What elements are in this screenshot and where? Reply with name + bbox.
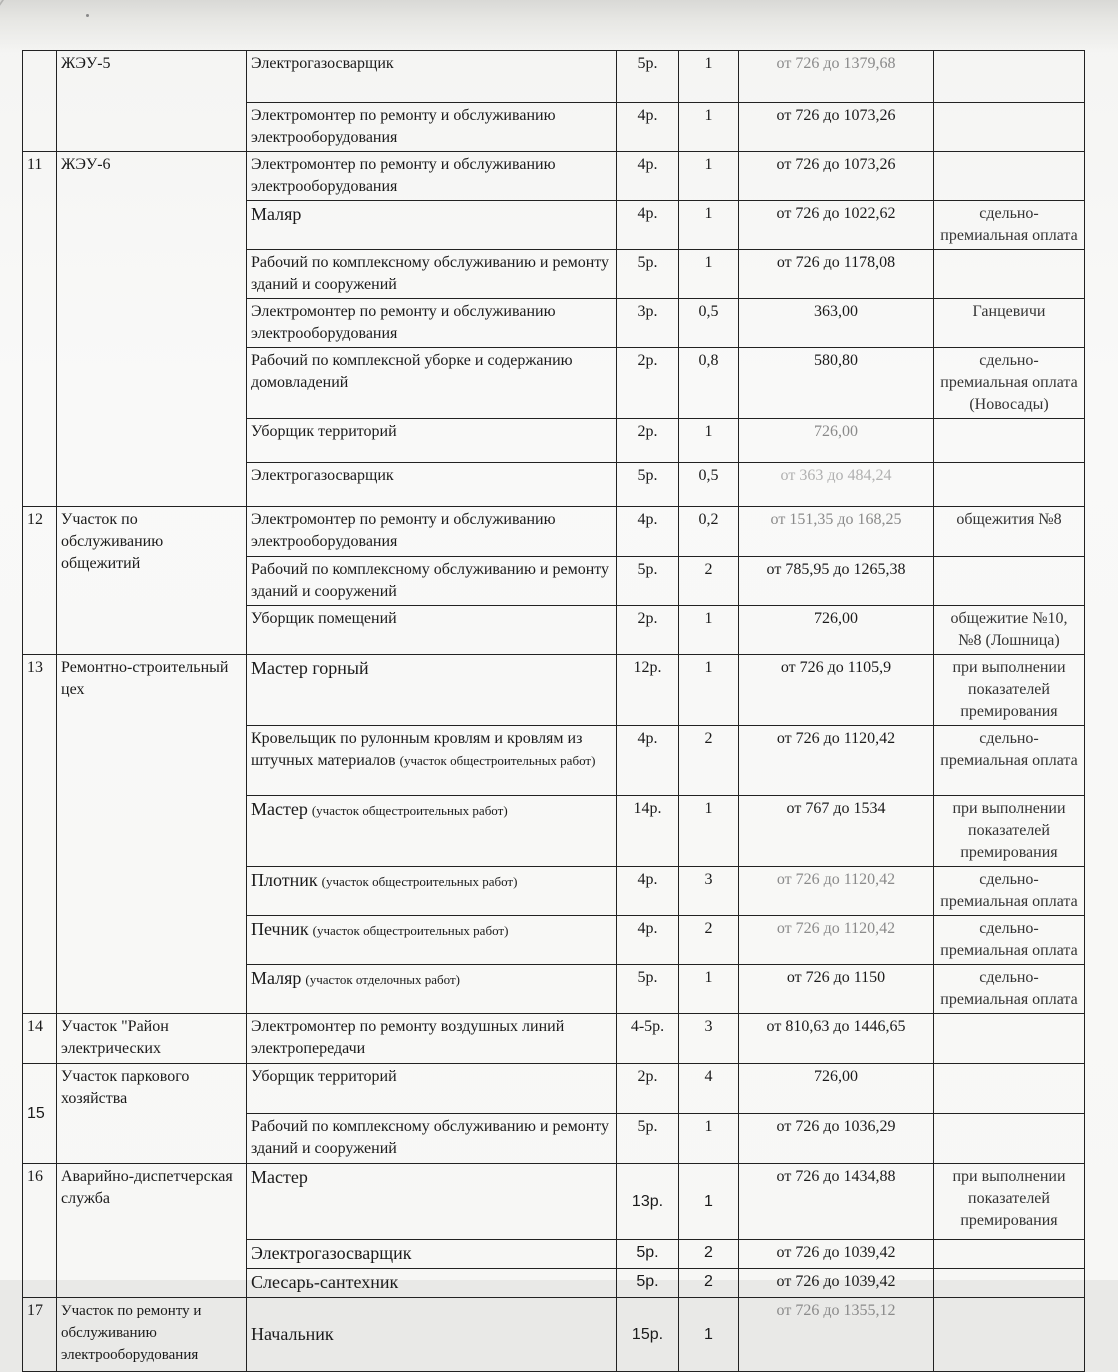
table-row <box>23 1164 1085 1240</box>
pay-range: от 810,63 до 1446,65 <box>739 1014 934 1064</box>
profession: Рабочий по комплексной уборке и содержанию домовладений <box>247 348 617 419</box>
row-number: 13 <box>23 655 57 1014</box>
row-number: 14 <box>23 1014 57 1064</box>
unit-name: ЖЭУ-6 <box>57 152 247 507</box>
profession: Электромонтер по ремонту и обслуживанию электрооборудования <box>247 152 617 201</box>
grade: 5р. <box>617 557 679 606</box>
profession: Электромонтер по ремонту воздушных линий электропередачи <box>247 1014 617 1064</box>
note <box>934 557 1085 606</box>
pay-range: от 726 до 1073,26 <box>739 103 934 152</box>
pay-range: 726,00 <box>739 606 934 655</box>
profession: Электромонтер по ремонту и обслуживанию электрооборудования <box>247 299 617 348</box>
profession: Электрогазосварщик <box>247 463 617 507</box>
profession: Рабочий по комплексному обслуживанию и ремонту зданий и сооружений <box>247 557 617 606</box>
grade: 15р. <box>617 1298 679 1372</box>
pay-range: 726,00 <box>739 1064 934 1114</box>
quantity: 1 <box>679 796 739 867</box>
quantity: 0,5 <box>679 299 739 348</box>
note: сдельно-премиальная оплата <box>934 965 1085 1014</box>
profession <box>247 916 617 965</box>
note: при выполнении показателей премирования <box>934 796 1085 867</box>
pay-range: от 726 до 1379,68 <box>739 51 934 103</box>
quantity: 1 <box>679 250 739 299</box>
quantity: 1 <box>679 201 739 250</box>
profession: Электрогазосварщик <box>247 1240 617 1269</box>
quantity: 4 <box>679 1064 739 1114</box>
grade: 5р. <box>617 1240 679 1269</box>
profession: Электрогазосварщик <box>247 51 617 103</box>
table-row <box>23 152 1085 201</box>
pay-range: от 726 до 1178,08 <box>739 250 934 299</box>
grade: 4р. <box>617 152 679 201</box>
note: сдельно-премиальная оплата <box>934 201 1085 250</box>
unit-name: Участок по обслуживанию общежитий <box>57 507 247 655</box>
pay-range: от 363 до 484,24 <box>739 463 934 507</box>
profession <box>247 867 617 916</box>
quantity: 2 <box>679 557 739 606</box>
note <box>934 419 1085 463</box>
pay-range: 363,00 <box>739 299 934 348</box>
profession-main: Маляр <box>251 968 302 988</box>
row-number: 16 <box>23 1164 57 1298</box>
quantity: 0,8 <box>679 348 739 419</box>
pay-range: от 726 до 1022,62 <box>739 201 934 250</box>
note <box>934 152 1085 201</box>
profession: Мастер <box>247 1164 617 1240</box>
profession: Начальник <box>247 1298 617 1372</box>
row-number: 15 <box>23 1064 57 1164</box>
unit-name: Участок по ремонту и обслуживанию электрооборудования <box>57 1298 247 1372</box>
grade: 4р. <box>617 916 679 965</box>
profession-main: Плотник <box>251 870 318 890</box>
note <box>934 1014 1085 1064</box>
table-row <box>23 655 1085 726</box>
unit-name: Участок паркового хозяйства <box>57 1064 247 1164</box>
grade: 2р. <box>617 606 679 655</box>
grade: 12р. <box>617 655 679 726</box>
pay-range: от 726 до 1120,42 <box>739 867 934 916</box>
profession-main: Кровельщик по рулонным кровлям и кровлям из штучных материалов <box>251 730 583 769</box>
note: сдельно-премиальная оплата (Новосады) <box>934 348 1085 419</box>
profession: Рабочий по комплексному обслуживанию и ремонту зданий и сооружений <box>247 250 617 299</box>
grade: 5р. <box>617 1114 679 1164</box>
note: сдельно-премиальная оплата <box>934 726 1085 796</box>
profession-main: Мастер <box>251 799 308 819</box>
profession-sub: (участок общестроительных работ) <box>312 923 509 938</box>
scan-shadow <box>0 0 1118 52</box>
grade: 4р. <box>617 726 679 796</box>
note <box>934 1114 1085 1164</box>
row-number <box>23 51 57 152</box>
profession-sub: (участок отделочных работ) <box>305 972 460 987</box>
quantity: 1 <box>679 152 739 201</box>
grade: 4р. <box>617 867 679 916</box>
profession <box>247 796 617 867</box>
note <box>934 103 1085 152</box>
grade: 14р. <box>617 796 679 867</box>
pay-range: от 726 до 1120,42 <box>739 726 934 796</box>
unit-name: Участок "Район электрических <box>57 1014 247 1064</box>
unit-name: Ремонтно-строительный цех <box>57 655 247 1014</box>
quantity: 1 <box>679 419 739 463</box>
pay-range: от 726 до 1073,26 <box>739 152 934 201</box>
note: при выполнении показателей премирования <box>934 655 1085 726</box>
pay-range: 726,00 <box>739 419 934 463</box>
profession: Маляр <box>247 201 617 250</box>
quantity: 2 <box>679 1240 739 1269</box>
row-number: 17 <box>23 1298 57 1372</box>
quantity: 1 <box>679 606 739 655</box>
grade: 13р. <box>617 1164 679 1240</box>
grade: 5р. <box>617 250 679 299</box>
grade: 5р. <box>617 463 679 507</box>
pay-range: от 726 до 1105,9 <box>739 655 934 726</box>
grade: 2р. <box>617 1064 679 1114</box>
grade: 4р. <box>617 507 679 557</box>
profession <box>247 965 617 1014</box>
quantity: 1 <box>679 965 739 1014</box>
profession: Уборщик территорий <box>247 1064 617 1114</box>
pay-range: 580,80 <box>739 348 934 419</box>
profession-sub: (участок общестроительных работ) <box>321 874 518 889</box>
note <box>934 250 1085 299</box>
note: сдельно-премиальная оплата <box>934 867 1085 916</box>
grade: 5р. <box>617 1269 679 1298</box>
scan-speck <box>86 14 89 17</box>
unit-name: Аварийно-диспетчерская служба <box>57 1164 247 1298</box>
pay-range: от 726 до 1434,88 <box>739 1164 934 1240</box>
quantity: 1 <box>679 1298 739 1372</box>
quantity: 2 <box>679 726 739 796</box>
table-row <box>23 1298 1085 1372</box>
grade: 4р. <box>617 201 679 250</box>
note <box>934 1240 1085 1269</box>
staffing-table <box>22 50 1085 1372</box>
quantity: 1 <box>679 51 739 103</box>
quantity: 1 <box>679 1164 739 1240</box>
profession: Уборщик помещений <box>247 606 617 655</box>
table-row <box>23 1014 1085 1064</box>
quantity: 2 <box>679 1269 739 1298</box>
grade: 2р. <box>617 348 679 419</box>
unit-name: ЖЭУ-5 <box>57 51 247 152</box>
pay-range: от 726 до 1039,42 <box>739 1240 934 1269</box>
row-number: 11 <box>23 152 57 507</box>
profession: Уборщик территорий <box>247 419 617 463</box>
grade: 2р. <box>617 419 679 463</box>
profession: Рабочий по комплексному обслуживанию и ремонту зданий и сооружений <box>247 1114 617 1164</box>
table-row <box>23 507 1085 557</box>
profession-sub: (участок общестроительных работ) <box>311 803 508 818</box>
note: сдельно-премиальная оплата <box>934 916 1085 965</box>
note: при выполнении показателей премирования <box>934 1164 1085 1240</box>
quantity: 3 <box>679 1014 739 1064</box>
note: общежитие №10, №8 (Лошница) <box>934 606 1085 655</box>
profession: Электромонтер по ремонту и обслуживанию электрооборудования <box>247 103 617 152</box>
pay-range: от 151,35 до 168,25 <box>739 507 934 557</box>
grade: 3р. <box>617 299 679 348</box>
profession <box>247 726 617 796</box>
table-row <box>23 1064 1085 1114</box>
table-row <box>23 51 1085 103</box>
grade: 5р. <box>617 965 679 1014</box>
profession-sub: (участок общестроительных работ) <box>399 753 596 768</box>
quantity: 1 <box>679 655 739 726</box>
profession-main: Печник <box>251 919 309 939</box>
row-number: 12 <box>23 507 57 655</box>
quantity: 0,5 <box>679 463 739 507</box>
grade: 5р. <box>617 51 679 103</box>
pay-range: от 785,95 до 1265,38 <box>739 557 934 606</box>
note <box>934 463 1085 507</box>
profession: Слесарь-сантехник <box>247 1269 617 1298</box>
quantity: 1 <box>679 1114 739 1164</box>
quantity: 1 <box>679 103 739 152</box>
quantity: 0,2 <box>679 507 739 557</box>
grade: 4р. <box>617 103 679 152</box>
pay-range: от 726 до 1036,29 <box>739 1114 934 1164</box>
note <box>934 1269 1085 1298</box>
note <box>934 1064 1085 1114</box>
pay-range: от 726 до 1120,42 <box>739 916 934 965</box>
pay-range: от 726 до 1150 <box>739 965 934 1014</box>
profession: Мастер горный <box>247 655 617 726</box>
quantity: 2 <box>679 916 739 965</box>
pay-range: от 726 до 1039,42 <box>739 1269 934 1298</box>
note <box>934 51 1085 103</box>
profession: Электромонтер по ремонту и обслуживанию электрооборудования <box>247 507 617 557</box>
pay-range: от 726 до 1355,12 <box>739 1298 934 1372</box>
note: общежития №8 <box>934 507 1085 557</box>
note <box>934 1298 1085 1372</box>
quantity: 3 <box>679 867 739 916</box>
pay-range: от 767 до 1534 <box>739 796 934 867</box>
grade: 4-5р. <box>617 1014 679 1064</box>
note: Ганцевичи <box>934 299 1085 348</box>
